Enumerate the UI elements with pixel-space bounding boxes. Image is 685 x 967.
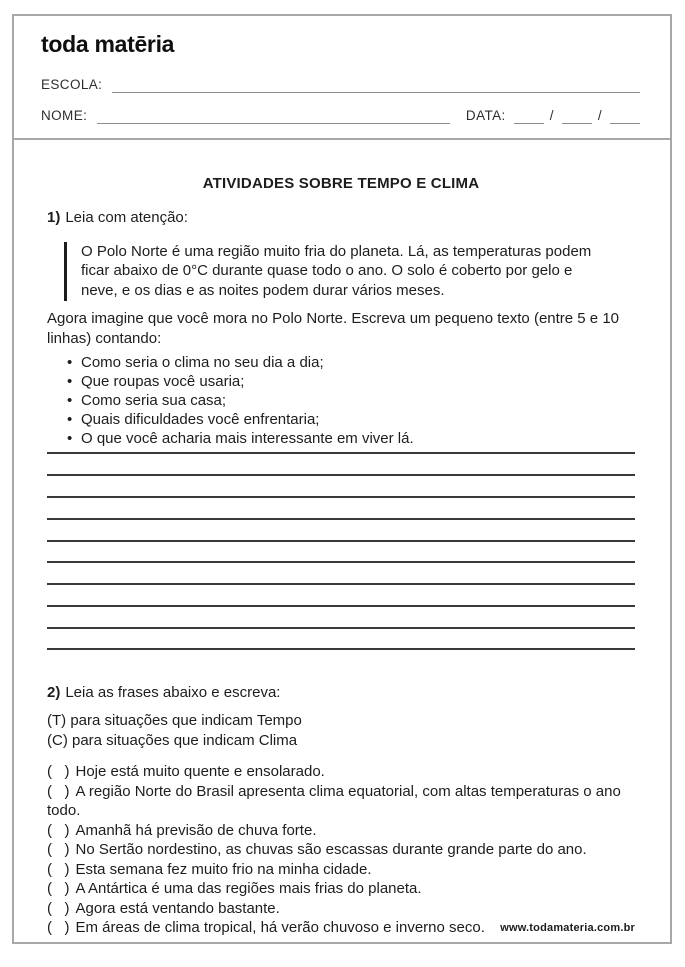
question-2-item-list <box>47 762 635 938</box>
answer-blank-line <box>47 520 635 542</box>
classification-item <box>47 840 635 860</box>
classification-item <box>47 782 635 821</box>
toda-materia-logo: toda matēria <box>41 31 175 57</box>
date-field-group <box>466 108 640 124</box>
worksheet-title: ATIVIDADES SOBRE TEMPO E CLIMA <box>202 175 480 192</box>
classification-item <box>47 762 635 782</box>
worksheet-content <box>14 174 670 938</box>
date-label: DATA: <box>465 108 506 123</box>
answer-parentheses: ( ) <box>47 782 70 800</box>
classification-item <box>47 821 635 841</box>
bullet-icon: • <box>67 353 73 371</box>
answer-writing-lines <box>47 433 635 651</box>
bullet-item-text: Como seria sua casa; <box>81 391 227 409</box>
classification-item-text: Em áreas de clima tropical, há verão chuvoso e inverno seco. <box>75 919 485 937</box>
classification-item-text: No Sertão nordestino, as chuvas são escassas durante grande parte do ano. <box>75 841 587 859</box>
legend-line: (T) para situações que indicam Tempo <box>47 712 302 730</box>
classification-item-text: Agora está ventando bastante. <box>75 899 280 917</box>
answer-blank-line <box>47 542 635 564</box>
date-year-blank <box>610 109 640 124</box>
page-header <box>14 16 670 140</box>
classification-item <box>47 879 635 899</box>
answer-blank-line <box>47 454 635 476</box>
name-blank-line <box>97 109 450 124</box>
bullet-item-text: O que você acharia mais interessante em viver lá. <box>81 430 414 448</box>
worksheet-page <box>12 14 672 944</box>
answer-blank-line <box>47 607 635 629</box>
question-2-number: 2) <box>47 684 61 702</box>
bullet-list-item <box>67 410 635 429</box>
answer-parentheses: ( ) <box>47 919 70 937</box>
question-2-heading <box>47 683 635 703</box>
name-label: NOME: <box>41 108 88 123</box>
question-2-prompt: Leia as frases abaixo e escreva: <box>65 684 281 702</box>
answer-parentheses: ( ) <box>47 880 70 898</box>
question-1-instruction: Agora imagine que você mora no Polo Norte. Escreva um pequeno texto (entre 5 e 10 linhas) contando: <box>47 309 619 347</box>
bullet-icon: • <box>67 391 73 409</box>
bullet-item-text: Como seria o clima no seu dia a dia; <box>81 353 324 371</box>
answer-blank-line <box>47 629 635 651</box>
answer-parentheses: ( ) <box>47 763 70 781</box>
bullet-item-text: Quais dificuldades você enfrentaria; <box>81 411 320 429</box>
school-label: ESCOLA: <box>41 77 103 92</box>
question-2-legend <box>47 711 635 750</box>
bullet-list-item <box>67 353 635 372</box>
legend-line: (C) para situações que indicam Clima <box>47 731 298 749</box>
date-separator: / <box>597 108 602 123</box>
school-field-row <box>41 77 640 93</box>
bullet-icon: • <box>67 372 73 390</box>
classification-item <box>47 899 635 919</box>
classification-item-text: Amanhã há previsão de chuva forte. <box>75 821 317 839</box>
classification-item-text: A Antártica é uma das regiões mais frias do planeta. <box>75 880 422 898</box>
site-url: www.todamateria.com.br <box>500 922 635 934</box>
date-separator: / <box>549 108 554 123</box>
date-month-blank <box>562 109 592 124</box>
bullet-list-item <box>67 391 635 410</box>
classification-item-text: Hoje está muito quente e ensolarado. <box>75 763 325 781</box>
bullet-list-item <box>67 372 635 391</box>
name-field-row <box>41 108 640 124</box>
bullet-icon: • <box>67 430 73 448</box>
bullet-icon: • <box>67 411 73 429</box>
answer-parentheses: ( ) <box>47 821 70 839</box>
answer-blank-line <box>47 563 635 585</box>
question-1-heading <box>47 208 635 228</box>
answer-blank-line <box>47 585 635 607</box>
answer-blank-line <box>47 476 635 498</box>
bullet-item-text: Que roupas você usaria; <box>81 372 245 390</box>
answer-parentheses: ( ) <box>47 841 70 859</box>
classification-item-text: A região Norte do Brasil apresenta clima equatorial, com altas temperaturas o ano todo. <box>47 782 621 820</box>
school-blank-line <box>112 78 640 93</box>
answer-blank-line <box>47 498 635 520</box>
reading-quote-block: O Polo Norte é uma região muito fria do planeta. Lá, as temperaturas podem ficar abaixo de 0°C durante quase todo o ano. O solo é coberto por gelo e neve, e os dias e as noites podem durar vários meses. <box>64 242 612 301</box>
classification-item <box>47 860 635 880</box>
question-1-number: 1) <box>47 208 61 226</box>
date-day-blank <box>514 109 544 124</box>
question-1-prompt: Leia com atenção: <box>65 208 188 226</box>
answer-parentheses: ( ) <box>47 860 70 878</box>
classification-item-text: Esta semana fez muito frio na minha cidade. <box>75 860 372 878</box>
answer-parentheses: ( ) <box>47 899 70 917</box>
